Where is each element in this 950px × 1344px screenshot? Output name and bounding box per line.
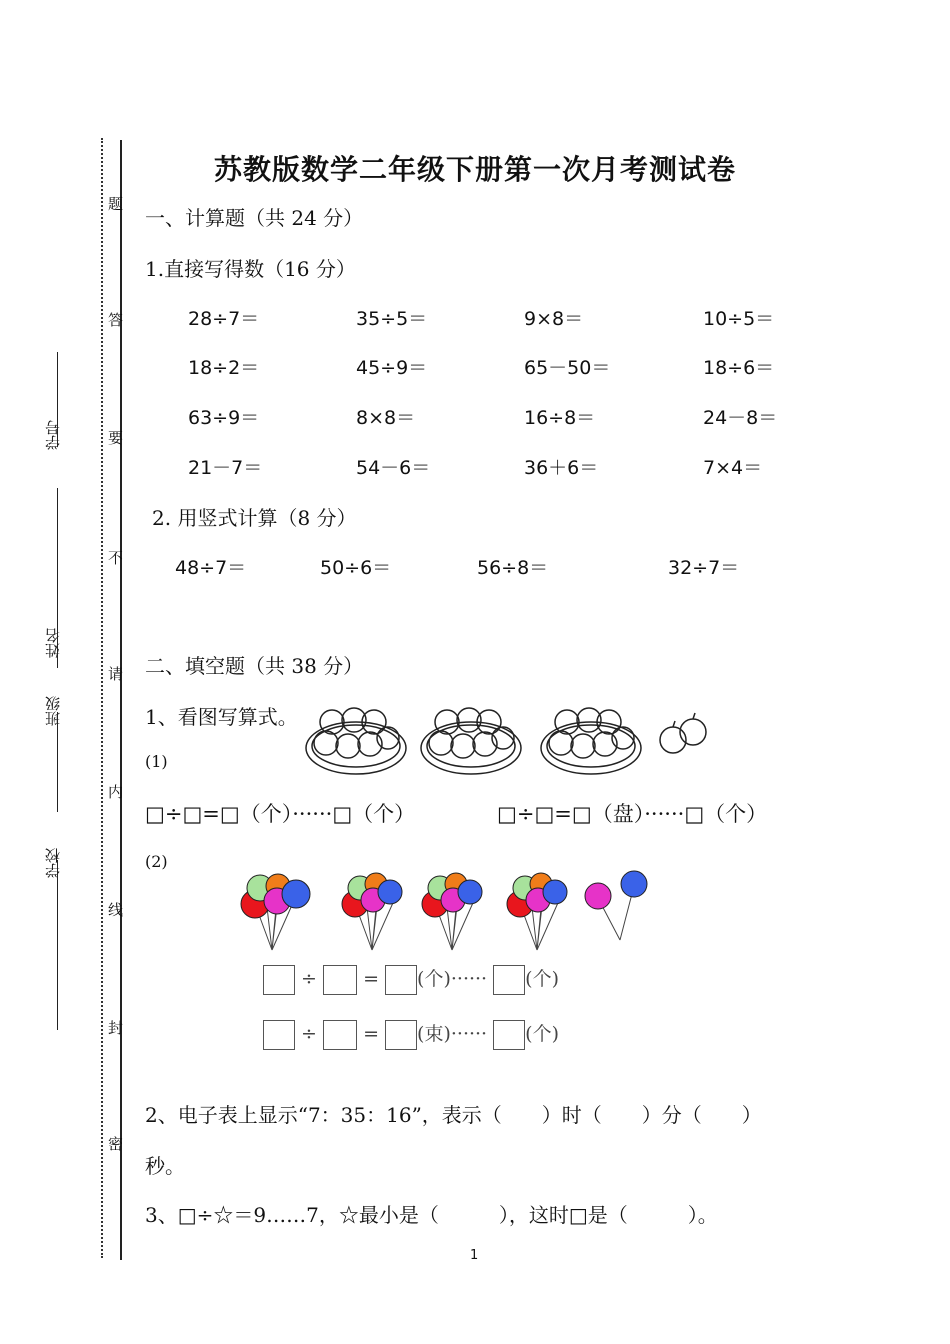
clock-question-line2: 秒。 xyxy=(145,1154,185,1178)
answer-box[interactable] xyxy=(263,1020,295,1050)
seal-char: 请 xyxy=(106,666,124,681)
seal-char: 密 xyxy=(106,1136,124,1151)
part1-formula-a xyxy=(145,798,415,828)
unit-label: (束) xyxy=(417,1023,451,1045)
part1-formula-b xyxy=(497,798,767,828)
answer-box[interactable] xyxy=(493,1020,525,1050)
exam-title: 苏教版数学二年级下册第一次月考测试卷 xyxy=(213,153,736,186)
part1-label: (1) xyxy=(145,752,168,771)
answer-box[interactable] xyxy=(263,965,295,995)
seal-char: 线 xyxy=(106,902,124,917)
apple-plate-icon xyxy=(306,708,406,774)
calc-item: 24－8＝ xyxy=(703,407,778,429)
answer-box[interactable]: □ xyxy=(182,802,203,826)
seal-char: 题 xyxy=(106,196,124,211)
calc-item: 7×4＝ xyxy=(703,457,763,479)
equals-sign: = xyxy=(202,802,220,826)
vertical-calc-item: 50÷6＝ xyxy=(320,557,392,579)
page-number: 1 xyxy=(470,1248,479,1263)
answer-box[interactable]: □ xyxy=(534,802,555,826)
answer-box[interactable]: □ xyxy=(497,802,517,826)
balloon-pair-icon xyxy=(585,871,647,940)
unit-label: （个） xyxy=(239,802,293,826)
clock-question-line1: 2、电子表上显示“7：35：16”，表示（ ）时（ ）分（ ） xyxy=(145,1103,762,1127)
divide-sign: ÷ xyxy=(164,802,183,826)
remainder-dots: ······ xyxy=(450,1023,488,1045)
answer-box[interactable]: □ xyxy=(684,802,705,826)
divide-sign: ÷ xyxy=(301,1023,317,1045)
unit-label: (个) xyxy=(525,968,559,990)
remainder-dots: ······ xyxy=(644,802,685,826)
remainder-question: 3、□÷☆＝9……7，☆最小是（ ），这时□是（ ）。 xyxy=(145,1203,718,1227)
part2-formula-a xyxy=(263,964,559,995)
q2-heading: 2. 用竖式计算（8 分） xyxy=(152,506,357,530)
calc-item: 16÷8＝ xyxy=(524,407,596,429)
calc-item: 18÷2＝ xyxy=(188,357,260,379)
calc-item: 35÷5＝ xyxy=(356,308,428,330)
binding-solid-line xyxy=(120,140,122,1260)
seal-char: 要 xyxy=(106,430,124,445)
answer-box[interactable]: □ xyxy=(145,802,165,826)
seal-char: 内 xyxy=(106,784,124,799)
seal-char: 答 xyxy=(106,312,124,327)
apple-pair-icon xyxy=(660,713,706,753)
calc-item: 18÷6＝ xyxy=(703,357,775,379)
school-label: 学校 xyxy=(44,848,62,878)
seal-char: 不 xyxy=(106,550,124,565)
unit-label: (个) xyxy=(417,968,451,990)
calc-item: 36＋6＝ xyxy=(524,457,599,479)
class-field[interactable] xyxy=(57,712,58,812)
calc-item: 21－7＝ xyxy=(188,457,263,479)
calc-item: 65－50＝ xyxy=(524,357,611,379)
apple-plate-icon xyxy=(421,708,521,774)
calc-item: 54－6＝ xyxy=(356,457,431,479)
calc-item: 28÷7＝ xyxy=(188,308,260,330)
answer-box[interactable]: □ xyxy=(571,802,592,826)
divide-sign: ÷ xyxy=(301,968,317,990)
answer-box[interactable] xyxy=(385,965,417,995)
seal-char: 封 xyxy=(106,1020,124,1035)
part2-label: (2) xyxy=(145,852,168,871)
vertical-calc-item: 32÷7＝ xyxy=(668,557,740,579)
binding-dotted-line xyxy=(101,138,103,1258)
student-no-field[interactable] xyxy=(57,352,58,447)
answer-box[interactable]: □ xyxy=(219,802,240,826)
divide-sign: ÷ xyxy=(516,802,535,826)
name-label: 姓名 xyxy=(44,628,62,658)
calc-item: 63÷9＝ xyxy=(188,407,260,429)
vertical-calc-item: 48÷7＝ xyxy=(175,557,247,579)
calc-item: 8×8＝ xyxy=(356,407,416,429)
unit-label: （个） xyxy=(352,802,416,826)
school-field[interactable] xyxy=(57,860,58,1030)
unit-label: （盘） xyxy=(591,802,645,826)
answer-box[interactable]: □ xyxy=(332,802,353,826)
apple-plates-illustration xyxy=(300,698,720,784)
part2-formula-b xyxy=(263,1019,559,1050)
name-field[interactable] xyxy=(57,488,58,668)
calc-item: 9×8＝ xyxy=(524,308,584,330)
balloon-bunch-icon xyxy=(422,873,482,950)
remainder-dots: ······ xyxy=(292,802,333,826)
unit-label: (个) xyxy=(525,1023,559,1045)
q1-heading: 1.直接写得数（16 分） xyxy=(145,257,356,281)
answer-box[interactable] xyxy=(385,1020,417,1050)
class-label: 班级 xyxy=(44,696,62,726)
balloon-bunch-icon xyxy=(342,873,402,950)
balloon-bunches-illustration xyxy=(230,868,660,958)
calc-item: 10÷5＝ xyxy=(703,308,775,330)
apple-plate-icon xyxy=(541,708,641,774)
student-no-label: 学号 xyxy=(44,420,62,450)
equals-sign: = xyxy=(363,1023,379,1045)
section1-heading: 一、计算题（共 24 分） xyxy=(145,206,364,230)
unit-label: （个） xyxy=(704,802,768,826)
answer-box[interactable] xyxy=(323,965,357,995)
equals-sign: = xyxy=(363,968,379,990)
vertical-calc-item: 56÷8＝ xyxy=(477,557,549,579)
answer-box[interactable] xyxy=(493,965,525,995)
remainder-dots: ······ xyxy=(450,968,488,990)
balloon-bunch-icon xyxy=(241,874,310,950)
equals-sign: = xyxy=(554,802,572,826)
picture-question-heading: 1、看图写算式。 xyxy=(145,705,298,729)
calc-item: 45÷9＝ xyxy=(356,357,428,379)
balloon-bunch-icon xyxy=(507,873,567,950)
answer-box[interactable] xyxy=(323,1020,357,1050)
section2-heading: 二、填空题（共 38 分） xyxy=(145,654,364,678)
